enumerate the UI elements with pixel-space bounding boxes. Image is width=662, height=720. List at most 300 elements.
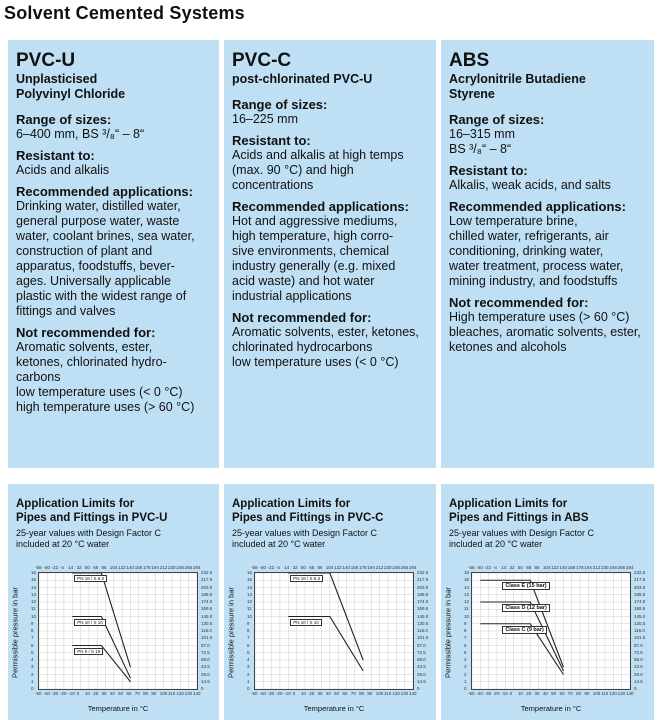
y-axis-label <box>226 580 236 690</box>
y-tick-label: 3 <box>247 664 250 670</box>
section-heading: Not recommended for: <box>16 325 156 340</box>
section-line: 16–225 mm <box>232 112 299 126</box>
y-tick-label: 4 <box>31 657 34 662</box>
section-heading: Recommended applications: <box>232 199 409 214</box>
x-tick-label: 20 <box>93 691 99 696</box>
page-title: Solvent Cemented Systems <box>4 3 245 23</box>
x-tick-label: 80 <box>359 691 365 696</box>
full-name-line: Styrene <box>449 87 495 101</box>
x-tick-label: -30 <box>51 691 59 696</box>
section-line: High temperature uses (> 60 °C) <box>449 310 630 324</box>
y-tick-label: 12 <box>31 599 37 604</box>
section-text <box>16 163 211 178</box>
top-tick-label: -40 <box>43 565 50 570</box>
x-tick-label: -40 <box>43 691 50 696</box>
top-tick-label: 248 <box>609 565 617 570</box>
psi-tick-label: 174.0 <box>201 599 213 604</box>
chart-subtitle <box>232 528 428 550</box>
section-line: carbons <box>16 370 61 384</box>
plot-area <box>254 572 414 690</box>
y-tick-label: 3 <box>464 664 467 670</box>
top-tick-label: 176 <box>143 565 151 570</box>
x-tick-label: -10 <box>68 691 75 696</box>
top-tick-label: 50 <box>84 565 90 570</box>
x-tick-label: 120 <box>609 691 617 696</box>
x-tick-label: 100 <box>159 691 168 696</box>
psi-tick-label: 203.0 <box>417 584 429 590</box>
pvc-c-chart-panel <box>224 484 436 720</box>
section-heading: Resistant to: <box>16 148 95 163</box>
y-tick-label: 7 <box>464 635 467 641</box>
chart-svg <box>472 573 630 689</box>
top-tick-label: -58 <box>251 565 258 570</box>
y-tick-label: 14 <box>31 584 37 590</box>
chart-subtitle-line: included at 20 °C water <box>16 539 110 549</box>
top-tick-label: 104 <box>325 565 334 570</box>
psi-tick-label: 29.0 <box>634 671 643 677</box>
x-tick-label: 70 <box>567 691 573 696</box>
psi-tick-label: 72.5 <box>201 649 210 655</box>
x-tick-label: 50 <box>118 691 124 696</box>
section-line: construction of plant and <box>16 244 153 258</box>
top-tick-label: 158 <box>134 565 143 570</box>
series-label: Class E (15 bar) <box>502 582 549 590</box>
y-tick-label: 16 <box>31 570 37 575</box>
top-tick-label: 284 <box>626 565 634 570</box>
section-line: ketones, chlorinated hydro- <box>16 355 167 369</box>
top-tick-label: -40 <box>259 565 266 570</box>
section-text <box>232 112 428 127</box>
x-tick-label: 130 <box>184 691 193 696</box>
section-line: Drinking water, distilled water, <box>16 199 181 213</box>
abs-panel <box>441 40 654 468</box>
y-tick-label: 0 <box>247 686 250 691</box>
section-text <box>449 127 646 157</box>
top-tick-label: 32 <box>76 565 82 570</box>
series-label: Class C (9 bar) <box>502 626 547 634</box>
y-tick-label: 5 <box>247 649 250 655</box>
psi-tick-label: 14.5 <box>201 678 210 684</box>
section-line: high temperature uses (> 60 °C) <box>16 400 195 414</box>
top-tick-label: 158 <box>567 565 576 570</box>
psi-tick-label: 58.0 <box>417 657 426 662</box>
pvc-u-panel <box>8 40 219 468</box>
y-tick-label: 10 <box>464 613 470 619</box>
y-tick-label: 3 <box>31 664 34 670</box>
y-axis-label-text: Permissible pressure in bar <box>226 587 236 678</box>
material-name: PVC-C <box>232 50 292 71</box>
chart-svg <box>255 573 413 689</box>
x-tick-label: 40 <box>325 691 331 696</box>
top-tick-label: 14 <box>501 565 507 570</box>
section-text <box>16 340 211 415</box>
chart-subtitle <box>449 528 646 550</box>
chart-svg <box>39 573 197 689</box>
section-line: ketones and alcohols <box>449 340 567 354</box>
y-tick-label: 11 <box>247 606 252 612</box>
top-tick-label: 68 <box>309 565 315 570</box>
psi-tick-label: 217.5 <box>417 577 429 583</box>
pressure-chart <box>12 560 217 717</box>
top-tick-label: 68 <box>526 565 532 570</box>
psi-tick-label: 72.5 <box>417 649 426 655</box>
section-line: conditioning, drinking water, <box>449 244 604 258</box>
section-line: general purpose water, waste <box>16 214 180 228</box>
section-heading: Resistant to: <box>232 133 311 148</box>
chart-title-line: Pipes and Fittings in ABS <box>449 512 589 524</box>
chart-title-line: Application Limits for <box>16 498 135 510</box>
top-tick-label: 212 <box>159 565 168 570</box>
material-full-name <box>449 72 646 102</box>
top-tick-label: 86 <box>101 565 107 570</box>
y-tick-label: 10 <box>247 613 253 619</box>
section-text <box>16 199 211 319</box>
chart-subtitle-line: 25-year values with Design Factor C <box>232 528 378 538</box>
y-tick-label: 1 <box>31 678 34 684</box>
top-tick-label: -22 <box>267 565 275 570</box>
x-tick-label: 130 <box>400 691 409 696</box>
top-tick-label: 140 <box>126 565 134 570</box>
y-tick-label: 8 <box>464 628 467 633</box>
chart-title <box>16 497 211 525</box>
x-tick-label: 90 <box>151 691 157 696</box>
y-tick-label: 1 <box>464 678 467 684</box>
section-text <box>449 310 646 355</box>
series-label: PN 10 / S 10 <box>74 619 106 626</box>
top-tick-label: 230 <box>168 565 176 570</box>
x-tick-label: 80 <box>576 691 582 696</box>
y-tick-label: 11 <box>464 606 469 612</box>
x-tick-label: 30 <box>534 691 540 696</box>
section-text <box>232 148 428 193</box>
chart-subtitle <box>16 528 211 550</box>
psi-tick-label: 116.0 <box>201 628 212 633</box>
top-tick-label: 266 <box>617 565 626 570</box>
y-tick-label: 9 <box>247 620 250 626</box>
x-axis-label: Temperature in °C <box>520 704 582 713</box>
x-tick-label: -40 <box>259 691 266 696</box>
y-tick-label: 7 <box>247 635 250 641</box>
full-name-line: Acrylonitrile Butadiene <box>449 72 586 86</box>
x-tick-label: -40 <box>476 691 483 696</box>
abs-chart-panel <box>441 484 654 720</box>
psi-tick-label: 130.5 <box>201 620 213 626</box>
section-heading: Range of sizes: <box>449 112 545 127</box>
top-tick-label: 104 <box>542 565 551 570</box>
psi-tick-label: 116.0 <box>417 628 428 633</box>
psi-tick-label: 101.5 <box>634 635 646 641</box>
section-line: sive environments, chemical <box>232 244 390 258</box>
y-tick-label: 12 <box>247 599 253 604</box>
section-line: chilled water, refrigerants, air <box>449 229 609 243</box>
top-tick-label: -4 <box>492 565 497 570</box>
psi-tick-label: 188.5 <box>417 591 429 597</box>
section-line: water, coolant brines, sea water, <box>16 229 195 243</box>
x-tick-label: 40 <box>109 691 115 696</box>
x-tick-label: 110 <box>384 691 392 696</box>
psi-tick-label: 87.0 <box>201 642 210 648</box>
top-tick-label: 212 <box>592 565 601 570</box>
psi-tick-label: 203.0 <box>201 584 213 590</box>
x-tick-label: 10 <box>517 691 523 696</box>
pressure-chart <box>445 560 650 717</box>
psi-tick-label: 0 <box>417 686 420 691</box>
section-text <box>232 325 428 370</box>
full-name-line: Unplasticised <box>16 72 98 86</box>
top-tick-label: 14 <box>284 565 290 570</box>
section-line: 6–400 mm, BS ³/₈“ – 8“ <box>16 127 145 141</box>
x-axis-label: Temperature in °C <box>87 704 149 713</box>
section-text <box>232 214 428 304</box>
top-tick-label: 284 <box>409 565 417 570</box>
psi-tick-label: 174.0 <box>417 599 429 604</box>
psi-tick-label: 217.5 <box>201 577 213 583</box>
y-axis-label-text: Permissible pressure in bar <box>443 587 453 678</box>
x-tick-label: 40 <box>542 691 548 696</box>
top-tick-label: -40 <box>476 565 483 570</box>
top-tick-label: 158 <box>350 565 359 570</box>
x-tick-label: 50 <box>551 691 557 696</box>
top-tick-label: 104 <box>109 565 118 570</box>
x-tick-label: 20 <box>526 691 532 696</box>
top-tick-label: 194 <box>367 565 375 570</box>
section-line: acid waste) and hot water <box>232 274 375 288</box>
section-line: fittings and valves <box>16 304 116 318</box>
x-tick-label: -20 <box>492 691 500 696</box>
y-tick-label: 14 <box>247 584 253 590</box>
y-tick-label: 9 <box>31 620 34 626</box>
y-tick-label: 6 <box>31 642 34 648</box>
top-tick-label: 14 <box>68 565 74 570</box>
x-tick-label: 60 <box>559 691 565 696</box>
x-tick-label: -20 <box>275 691 283 696</box>
x-tick-label: 20 <box>309 691 315 696</box>
section-heading: Resistant to: <box>449 163 528 178</box>
section-text <box>449 178 646 193</box>
x-tick-label: 0 <box>509 691 513 696</box>
section-line: (max. 90 °C) and high <box>232 163 354 177</box>
top-tick-label: 248 <box>176 565 184 570</box>
psi-tick-label: 14.5 <box>417 678 426 684</box>
section-line: Low temperature brine, <box>449 214 578 228</box>
psi-tick-label: 58.0 <box>634 657 643 662</box>
x-tick-label: 90 <box>584 691 590 696</box>
chart-title <box>232 497 428 525</box>
y-tick-label: 2 <box>247 671 250 677</box>
y-tick-label: 4 <box>247 657 250 662</box>
section-line: BS ³/₈“ – 8“ <box>449 142 512 156</box>
psi-tick-label: 232.0 <box>634 570 646 575</box>
top-tick-label: -58 <box>35 565 42 570</box>
pvc-u-chart-panel <box>8 484 219 720</box>
y-tick-label: 15 <box>247 577 253 583</box>
series-label: PN 16 / S 6.3 <box>74 575 107 582</box>
x-tick-label: 120 <box>176 691 184 696</box>
y-tick-label: 0 <box>464 686 467 691</box>
psi-tick-label: 217.5 <box>634 577 646 583</box>
x-tick-label: 0 <box>76 691 80 696</box>
psi-tick-label: 188.5 <box>634 591 646 597</box>
material-full-name <box>232 72 428 87</box>
x-tick-label: 130 <box>617 691 626 696</box>
psi-tick-label: 145.0 <box>201 613 213 619</box>
x-axis-label: Temperature in °C <box>303 704 365 713</box>
section-heading: Range of sizes: <box>232 97 328 112</box>
top-tick-label: 230 <box>384 565 392 570</box>
y-tick-label: 6 <box>464 642 467 648</box>
section-line: Alkalis, weak acids, and salts <box>449 178 611 192</box>
top-tick-label: 86 <box>534 565 540 570</box>
y-tick-label: 13 <box>464 591 470 597</box>
y-tick-label: 16 <box>464 570 470 575</box>
x-tick-label: 60 <box>342 691 348 696</box>
plot-area <box>471 572 631 690</box>
psi-tick-label: 232.0 <box>417 570 429 575</box>
top-tick-label: 122 <box>334 565 342 570</box>
chart-subtitle-line: included at 20 °C water <box>449 539 543 549</box>
top-tick-label: 194 <box>151 565 159 570</box>
section-text <box>449 214 646 289</box>
y-tick-label: 15 <box>31 577 37 583</box>
chart-subtitle-line: included at 20 °C water <box>232 539 326 549</box>
x-tick-label: -50 <box>35 691 42 696</box>
chart-title-line: Pipes and Fittings in PVC-U <box>16 512 168 524</box>
x-tick-label: 10 <box>300 691 306 696</box>
section-line: high temperature, high corro- <box>232 229 394 243</box>
y-tick-label: 13 <box>247 591 253 597</box>
y-tick-label: 2 <box>31 671 34 677</box>
material-full-name <box>16 72 211 102</box>
y-tick-label: 5 <box>31 649 34 655</box>
psi-tick-label: 43.5 <box>201 664 210 670</box>
top-tick-label: 50 <box>300 565 306 570</box>
y-tick-label: 6 <box>247 642 250 648</box>
top-tick-label: 176 <box>576 565 584 570</box>
top-tick-label: -22 <box>484 565 492 570</box>
section-line: chlorinated hydrocarbons <box>232 340 373 354</box>
psi-tick-label: 232.0 <box>201 570 213 575</box>
pvc-c-panel <box>224 40 436 468</box>
y-tick-label: 10 <box>31 613 37 619</box>
top-tick-label: 122 <box>551 565 559 570</box>
x-tick-label: 30 <box>101 691 107 696</box>
section-line: industrial applications <box>232 289 352 303</box>
top-tick-label: 122 <box>118 565 126 570</box>
psi-tick-label: 159.5 <box>634 606 646 612</box>
psi-tick-label: 0 <box>634 686 637 691</box>
top-tick-label: 284 <box>193 565 201 570</box>
chart-title <box>449 497 646 525</box>
section-line: mining industry, and foodstuffs <box>449 274 618 288</box>
top-tick-label: 140 <box>342 565 350 570</box>
psi-tick-label: 0 <box>201 686 204 691</box>
chart-subtitle-line: 25-year values with Design Factor C <box>449 528 595 538</box>
psi-tick-label: 188.5 <box>201 591 213 597</box>
series-label: PN 6 / S 16 <box>74 648 103 655</box>
section-line: ages. Universally applicable <box>16 274 171 288</box>
top-tick-label: 140 <box>559 565 567 570</box>
x-tick-label: 30 <box>317 691 323 696</box>
psi-tick-label: 116.0 <box>634 628 645 633</box>
x-tick-label: 0 <box>292 691 296 696</box>
psi-tick-label: 145.0 <box>417 613 429 619</box>
section-heading: Recommended applications: <box>449 199 626 214</box>
psi-tick-label: 159.5 <box>201 606 213 612</box>
y-tick-label: 16 <box>247 570 253 575</box>
section-text <box>16 127 211 142</box>
pressure-chart <box>228 560 433 717</box>
section-line: low temperature uses (< 0 °C) <box>16 385 183 399</box>
x-tick-label: 90 <box>367 691 373 696</box>
top-tick-label: -22 <box>51 565 59 570</box>
y-tick-label: 15 <box>464 577 470 583</box>
section-line: Acids and alkalis at high temps <box>232 148 404 162</box>
top-tick-label: 176 <box>359 565 367 570</box>
section-heading: Not recommended for: <box>232 310 372 325</box>
psi-tick-label: 130.5 <box>417 620 429 626</box>
series-label: PN 10 / S 10 <box>290 619 322 626</box>
y-tick-label: 13 <box>31 591 37 597</box>
section-line: Aromatic solvents, ester, ketones, <box>232 325 419 339</box>
psi-tick-label: 14.5 <box>634 678 643 684</box>
x-tick-label: 120 <box>392 691 400 696</box>
chart-title-line: Pipes and Fittings in PVC-C <box>232 512 384 524</box>
x-tick-label: 140 <box>626 691 634 696</box>
y-tick-label: 14 <box>464 584 470 590</box>
top-tick-label: -58 <box>468 565 475 570</box>
chart-subtitle-line: 25-year values with Design Factor C <box>16 528 162 538</box>
x-tick-label: 110 <box>601 691 609 696</box>
series-label: PN 16 / S 6.3 <box>290 575 323 582</box>
top-tick-label: 248 <box>392 565 400 570</box>
x-tick-label: 60 <box>126 691 132 696</box>
psi-tick-label: 130.5 <box>634 620 646 626</box>
y-tick-label: 11 <box>31 606 36 612</box>
chart-title-line: Application Limits for <box>232 498 351 510</box>
y-tick-label: 0 <box>31 686 34 691</box>
x-tick-label: -50 <box>251 691 258 696</box>
y-tick-label: 1 <box>247 678 250 684</box>
y-tick-label: 7 <box>31 635 34 641</box>
y-tick-label: 5 <box>464 649 467 655</box>
top-tick-label: 230 <box>601 565 609 570</box>
x-tick-label: -30 <box>267 691 275 696</box>
psi-tick-label: 43.5 <box>634 664 643 670</box>
section-line: Aromatic solvents, ester, <box>16 340 153 354</box>
psi-tick-label: 72.5 <box>634 649 643 655</box>
x-tick-label: -10 <box>501 691 508 696</box>
top-tick-label: 266 <box>400 565 409 570</box>
section-line: water treatment, process water, <box>449 259 624 273</box>
section-line: bleaches, aromatic solvents, ester, <box>449 325 641 339</box>
y-tick-label: 9 <box>464 620 467 626</box>
y-axis-label-text: Permissible pressure in bar <box>10 587 20 678</box>
section-line: Acids and alkalis <box>16 163 110 177</box>
section-line: apparatus, foodstuffs, bever- <box>16 259 175 273</box>
psi-tick-label: 29.0 <box>417 671 426 677</box>
top-tick-label: 266 <box>184 565 193 570</box>
psi-tick-label: 174.0 <box>634 599 646 604</box>
psi-tick-label: 145.0 <box>634 613 646 619</box>
chart-title-line: Application Limits for <box>449 498 568 510</box>
x-tick-label: 100 <box>375 691 384 696</box>
x-tick-label: 100 <box>592 691 601 696</box>
psi-tick-label: 43.5 <box>417 664 426 670</box>
section-heading: Not recommended for: <box>449 295 589 310</box>
y-axis-label <box>10 580 20 690</box>
section-line: industry generally (e.g. mixed <box>232 259 396 273</box>
plot-area <box>38 572 198 690</box>
